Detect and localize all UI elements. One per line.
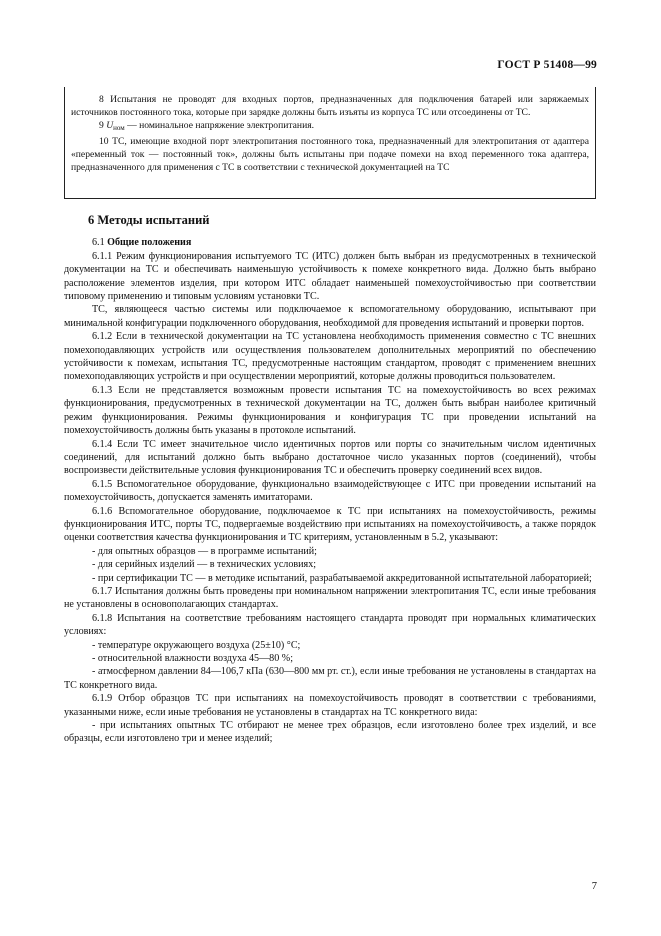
list-item: - для опытных образцов — в программе испытаний;	[92, 545, 317, 557]
paragraph-6-1-6: 6.1.6 Вспомогательное оборудование, подключаемое к ТС при испытаниях на помехоустойчивость, режимы функционирования ИТС, порты ТС, подвергаемые воздействию при испытаниях на помехоустойчивость, а также порядок оценки соответствия качества функционирования и ТС критериям, установленным в 5.2, указывают:	[64, 505, 596, 544]
section-body	[64, 214, 596, 746]
list-item: - температуре окружающего воздуха (25±10) °С;	[92, 639, 301, 651]
list-item: - при испытаниях опытных ТС отбирают не менее трех образцов, если изготовлено более трех изделий, и все образцы, если изготовлено три и менее изделий;	[64, 720, 596, 745]
note-9-subscript: ном	[113, 124, 125, 132]
notes-box	[64, 87, 596, 199]
subsection-title: Общие положения	[107, 237, 192, 249]
subsection-heading	[64, 236, 596, 249]
paragraph-6-1-2: 6.1.2 Если в технической документации на ТС установлена необходимость применения совместно с ТС внешних помехоподавляющих устройств или осуществления пользователем дополнительных мероприятий по обеспечению устойчивости к помехам, испытания ТС, предусмотренные настоящим стандартом, проводят с применением внешних помехоподавляющих устройств и при осуществлении мероприятий, которые должны проводиться пользователем.	[64, 331, 596, 383]
paragraph-6-1-4: 6.1.4 Если ТС имеет значительное число идентичных портов или порты со значительным числом идентичных соединений, для испытаний должно быть выбрано достаточное число указанных портов (соединений), чтобы воспроизвести действительные условия функционирования ТС и обеспечить проверку соединений всех видов.	[64, 438, 596, 477]
note-9-text: — номинальное напряжение электропитания.	[124, 120, 315, 131]
standard-header: ГОСТ Р 51408—99	[497, 59, 597, 71]
note-10: 10 ТС, имеющие входной порт электропитания постоянного тока, предназначенный для электропитания от адаптера «переменный ток — постоянный ток», должны быть испытаны при подаче помехи на вход переменного тока адаптера, предназначенного для применения с ТС в соответствии с технической документацией на ТС	[71, 136, 589, 173]
paragraph-6-1-3: 6.1.3 Если не представляется возможным провести испытания ТС на помехоустойчивость во всех режимах функционирования, предусмотренных в технической документации на ТС, должен быть выбран наиболее критичный режим функционирования. Режимы функционирования и конфигурация ТС при проведении испытаний на помехоустойчивость должны быть указаны в протоколе испытаний.	[64, 384, 596, 437]
note-9-number: 9	[99, 120, 104, 131]
page-number: 7	[591, 881, 597, 892]
section-title: 6 Методы испытаний	[88, 213, 210, 227]
paragraph-6-1-5: 6.1.5 Вспомогательное оборудование, функционально взаимодействующее с ИТС при проведении испытаний на помехоустойчивость, допускается заменять имитаторами.	[64, 478, 596, 504]
note-9-symbol: U	[106, 120, 114, 131]
list-item: - относительной влажности воздуха 45—80 %;	[92, 653, 294, 664]
note-8: 8 Испытания не проводят для входных портов, предназначенных для подключения батарей или заряжаемых источников постоянного тока, которые при зарядке должны быть изъяты из корпуса ТС или отсоединены от ТС.	[71, 94, 589, 118]
list-item: - атмосферном давлении 84—106,7 кПа (630—800 мм рт. ст.), если иные требования не установлены в стандартах на ТС конкретного вида.	[64, 666, 596, 691]
paragraph-6-1-8: 6.1.8 Испытания на соответствие требованиям настоящего стандарта проводят при нормальных климатических условиях:	[64, 612, 596, 638]
subsection-number: 6.1	[92, 237, 108, 249]
note-9	[71, 119, 589, 135]
list-item: - при сертификации ТС — в методике испытаний, разрабатываемой аккредитованной испытательной лабораторией;	[92, 572, 592, 584]
paragraph-6-1-1-cont: ТС, являющееся частью системы или подключаемое к вспомогательному оборудованию, испытывают при минимальной конфигурации подключенного оборудования, необходимой для проведения испытаний и проверки портов.	[64, 304, 596, 329]
paragraph-6-1-9: 6.1.9 Отбор образцов ТС при испытаниях на помехоустойчивость проводят в соответствии с требованиями, указанными ниже, если иные требования не установлены в стандартах на ТС конкретного вида:	[64, 693, 596, 718]
paragraph-6-1-7: 6.1.7 Испытания должны быть проведены при номинальном напряжении электропитания ТС, если иные требования не установлены в основополагающих стандартах.	[64, 585, 596, 611]
list-item: - для серийных изделий — в технических условиях;	[92, 559, 317, 571]
paragraph-6-1-1: 6.1.1 Режим функционирования испытуемого ТС (ИТС) должен быть выбран из предусмотренных в технической документации на ТС и обеспечивать наименьшую устойчивость к помехе конкретного вида. Должно быть выбрано расположение элементов изделия, при котором ИТС обладает наименьшей помехоустойчивостью при соответствии типовому применению и типовым условиям установки ТС.	[64, 250, 596, 303]
